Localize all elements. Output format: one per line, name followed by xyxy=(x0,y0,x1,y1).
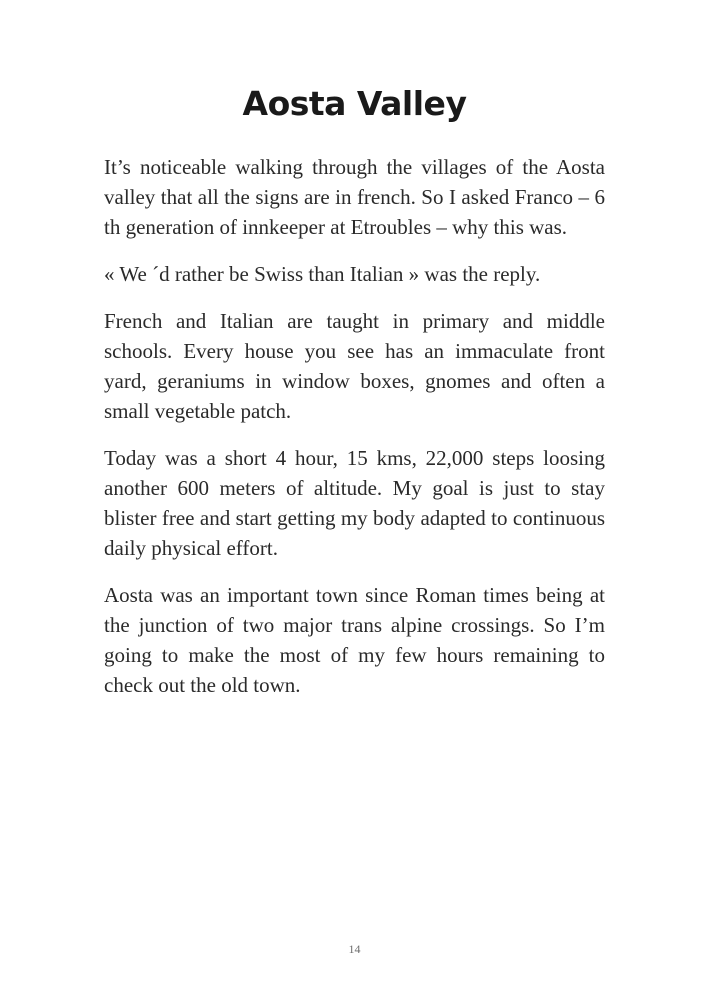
paragraph: « We ´d rather be Swiss than Italian » was the reply. xyxy=(104,262,541,286)
paragraph: Aosta was an important town since Roman times being at the junction of two major trans alpine crossings. So I’m going to make the most of my few hours remaining to check out the old town. xyxy=(104,583,605,697)
paragraph: French and Italian are taught in primary and middle schools. Every house you see has an immaculate front yard, geraniums in window boxes, gnomes and often a small vegetable patch. xyxy=(104,309,605,423)
paragraph: Today was a short 4 hour, 15 kms, 22,000 steps loosing another 600 meters of altitude. My goal is just to stay blister free and start getting my body adapted to continuous daily physical effort. xyxy=(104,446,605,560)
body-text xyxy=(104,152,605,717)
page-title: Aosta Valley xyxy=(242,84,467,123)
paragraph: It’s noticeable walking through the villages of the Aosta valley that all the signs are in french. So I asked Franco – 6 th generation of innkeeper at Etroubles – why this was. xyxy=(104,155,605,239)
page-number: 14 xyxy=(348,942,361,956)
